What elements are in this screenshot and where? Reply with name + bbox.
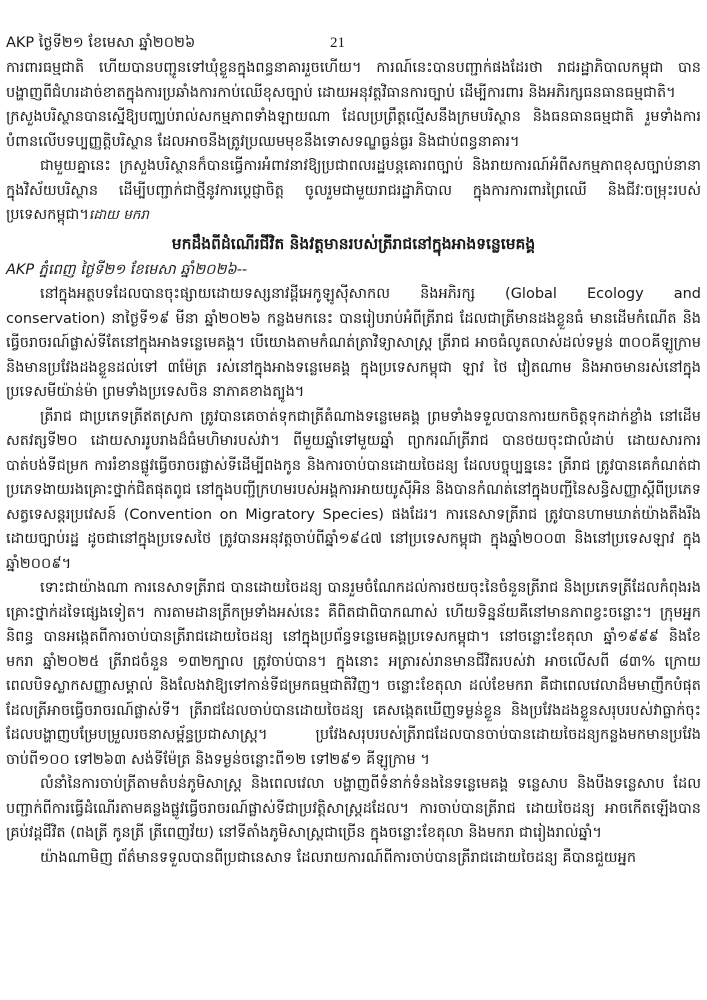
article-dateline: AKP ភ្នំពេញ ថ្ងៃទី២១ ខែមេសា ឆ្នាំ២០២៦--: [6, 261, 248, 278]
author-byline: ដោយ មករា: [88, 207, 149, 223]
article-body: [6, 56, 701, 870]
paragraph-main-1: នៅក្នុងអត្ថបទដែលបានចុះផ្សាយដោយទស្សនាវដ្ដីអេកូឡូស៊ីសាកល និងអភិរក្ស (Global Ecology and conservation) នាថ្ងៃទី១៩ មីនា ឆ្នាំ២០២៦ កន្លងមកនេះ បានរៀបរាប់អំពីត្រីរាជ ដែលជាត្រីមានដងខ្លួនធំ មានដើមកំណើត និងធ្វើចរាចរណ៍ផ្លាស់ទីតែនៅក្នុងអាងទន្លេមេគង្គ។ បើយោងតាមកំណត់ត្រាវិទ្យាសាស្ត្រ ត្រីរាជ អាចធំលូតលាស់ដល់ទម្ងន់ ៣០០គីឡូក្រាម និងមានប្រវែងដងខ្លួនដល់ទៅ ៣ម៉ែត្រ រស់នៅក្នុងអាងទន្លេមេគង្គ ក្នុងប្រទេសកម្ពុជា ឡាវ ថៃ វៀតណាម និងអាចមានរស់នៅក្នុងប្រទេសមីយ៉ាន់ម៉ា ព្រមទាំងប្រទេសចិន នាភាគខាងត្បូង។: [6, 286, 701, 400]
header-date: AKP ថ្ងៃទី២១ ខែមេសា ឆ្នាំ២០២៦: [6, 35, 196, 51]
paragraph-main-5: យ៉ាងណាមិញ ព័ត៌មានទទួលបានពីប្រជានេសាទ ដែលរាយការណ៍ពីការចាប់បានត្រីរាជដោយចៃដន្យ គឺបានជួយអ្នក: [40, 849, 637, 866]
paragraph-continuation-2: ក្រសួងបរិស្ថានបានស្នើឱ្យបញ្ឈប់រាល់សកម្មភាពទាំងឡាយណា ដែលប្រព្រឹត្តល្មើសនឹងក្រមបរិស្ថាន និងធនធានធម្មជាតិ រួមទាំងការបំពានលើបទប្បញ្ញត្តិបរិស្ថាន ដែលអាចនឹងត្រូវប្រឈមមុខនឹងទោសទណ្ឌធ្ងន់ធ្ងរ និងជាប់ពន្ធនាគារ។: [6, 109, 701, 150]
paragraph-main-4: លំនាំនៃការចាប់ត្រីតាមតំបន់ភូមិសាស្ត្រ និងពេលវេលា បង្ហាញពីទំនាក់ទំនងនៃទន្លេមេគង្គ ទន្លេសាប និងបឹងទន្លេសាប ដែលបញ្ជាក់ពីការធ្វើដំណើរតាមគន្លងផ្លូវធ្វើចរាចរណ៍ផ្លាស់ទីជាប្រវត្តិសាស្ត្រដដែល។ ការចាប់បានត្រីរាជ ដោយចៃដន្យ អាចកើតឡើងបានគ្រប់វដ្ដជីវិត (ពងត្រី កូនត្រី ត្រីពេញវ័យ) នៅទីតាំងភូមិសាស្ត្រជាច្រើន ក្នុងចន្លោះខែតុលា និងមករា ជារៀងរាល់ឆ្នាំ។: [6, 776, 701, 841]
page-number: 21: [330, 35, 345, 51]
paragraph-main-3: ទោះជាយ៉ាងណា ការនេសាទត្រីរាជ បានដោយចៃដន្យ បានរួមចំណែកដល់ការថយចុះនៃចំនួនត្រីរាជ និងប្រភេទត្រីដែលកំពុងរងគ្រោះថ្នាក់ដទៃផ្សេងទៀត។ ការតាមដានត្រីកម្រទាំងអស់នេះ គឺពិតជាពិបាកណាស់ ហើយទិន្នន័យគឺនៅមានភាពខ្វះចន្លោះ។ ក្រុមអ្នកនិពន្ធ បានអង្កេតពីការចាប់បានត្រីរាជដោយចៃដន្យ នៅក្នុងប្រព័ន្ធទន្លេមេគង្គប្រទេសកម្ពុជា។ នៅចន្លោះខែតុលា ឆ្នាំ១៩៩៩ និងខែមករា ឆ្នាំ២០២៥ ត្រីរាជចំនួន ១៣២ក្បាល ត្រូវចាប់បាន។ ក្នុងនោះ អត្រារស់រានមានជីវិតរបស់វា អាចលើសពី ៨៣% ក្រោយពេលបិទស្លាកសញ្ញាសម្គាល់ និងលែងវាឱ្យទៅកាន់ទីជម្រកធម្មជាតិវិញ។ ចន្លោះខែតុលា ដល់ខែមករា គឺជាពេលវេលាដ៏មមាញឹកបំផុត ដែលត្រីអាចធ្វើចរាចរណ៍ផ្លាស់ទី។ ត្រីរាជដែលចាប់បានដោយចៃដន្យ គេសង្កេតឃើញទម្ងន់ខ្លួន និងប្រវែងដងខ្លួនសរុបរបស់វាធ្លាក់ចុះ ដែលបង្ហាញបម្រែបម្រួលរចនាសម្ព័ន្ធប្រជាសាស្ត្រ។ ប្រវែងសរុបរបស់ត្រីរាជដែលបានចាប់បានដោយចៃដន្យកន្លងមកមានប្រវែងចាប់ពី១០០ ទៅ២៦៣ សង់ទីម៉ែត្រ និងទម្ងន់ចន្លោះពី១២ ទៅ២៩១ គីឡូក្រាម ។: [6, 580, 701, 768]
paragraph-continuation-1: ការពារធម្មជាតិ ហើយបានបញ្ជូនទៅឃុំខ្លួនក្នុងពន្ធនាគាររួចហើយ។ ការណ៍នេះបានបញ្ជាក់ផងដែរថា រាជរដ្ឋាភិបាលកម្ពុជា បានបង្ហាញពីជំហរដាច់ខាតក្នុងការប្រឆាំងការកាប់ឈើខុសច្បាប់ ដោយអនុវត្តវិធានការច្បាប់ ដើម្បីការពារ និងអភិរក្សធនធានធម្មជាតិ។: [6, 60, 701, 101]
paragraph-continuation-3: [6, 154, 701, 228]
paragraph-text: ជាមួយគ្នានេះ ក្រសួងបរិស្ថានក៏បានធ្វើការអំពាវនាវឱ្យប្រជាពលរដ្ឋបន្តគោរពច្បាប់ និងរាយការណ៍អំពីសកម្មភាពខុសច្បាប់នានា ក្នុងវិស័យបរិស្ថាន ដើម្បីបញ្ជាក់ជាថ្មីនូវការប្ដេជ្ញាចិត្ត ចូលរួមជាមួយរាជរដ្ឋាភិបាល ក្នុងការការពារព្រៃឈើ និងជីវៈចម្រុះរបស់ប្រទេសកម្ពុជា។: [6, 158, 701, 223]
page-header: [6, 30, 701, 56]
article-headline: មកដឹងពីដំណើរជីវិត និងវត្តមានរបស់ត្រីរាជនៅក្នុងអាងទន្លេមេគង្គ: [171, 234, 536, 253]
paragraph-main-2: ត្រីរាជ ជាប្រភេទត្រីឥតស្រកា ត្រូវបានគេចាត់ទុកជាត្រីតំណាងទន្លេមេគង្គ ព្រមទាំងទទួលបានការយកចិត្តទុកដាក់ខ្លាំង នៅដើមសតវត្សទី២០ ដោយសាររូបរាងដ៏ធំមហិមារបស់វា។ ពីមួយឆ្នាំទៅមួយឆ្នាំ ព្យាករណ៍ត្រីរាជ បានថយចុះជាលំដាប់ ដោយសារការបាត់បង់ទីជម្រក ការរំខានផ្លូវធ្វើចរាចរផ្លាស់ទីដើម្បីពងកូន និងការចាប់បានដោយចៃដន្យ ដែលបច្ចុប្បន្ននេះ ត្រីរាជ ត្រូវបានគេកំណត់ជាប្រភេទងាយរងគ្រោះថ្នាក់ជិតផុតពូជ នៅក្នុងបញ្ជីក្រហមរបស់អង្គការអាយយូស៊ីអិន និងបានកំណត់នៅក្នុងបញ្ជីនៃសន្ធិសញ្ញាស្ដីពីប្រភេទសត្វទេសន្ដរប្រវេសន៍ (Convention on Migratory Species) ផងដែរ។ ការនេសាទត្រីរាជ ត្រូវបានហាមឃាត់យ៉ាងតឹងរឹងដោយច្បាប់រដ្ឋ ដូចជានៅក្នុងប្រទេសថៃ ត្រូវបានអនុវត្តចាប់ពីឆ្នាំ១៩៤៧ នៅប្រទេសកម្ពុជា ក្នុងឆ្នាំ២០០៣ និងនៅប្រទេសឡាវ ក្នុងឆ្នាំ២០០៩។: [6, 408, 701, 572]
